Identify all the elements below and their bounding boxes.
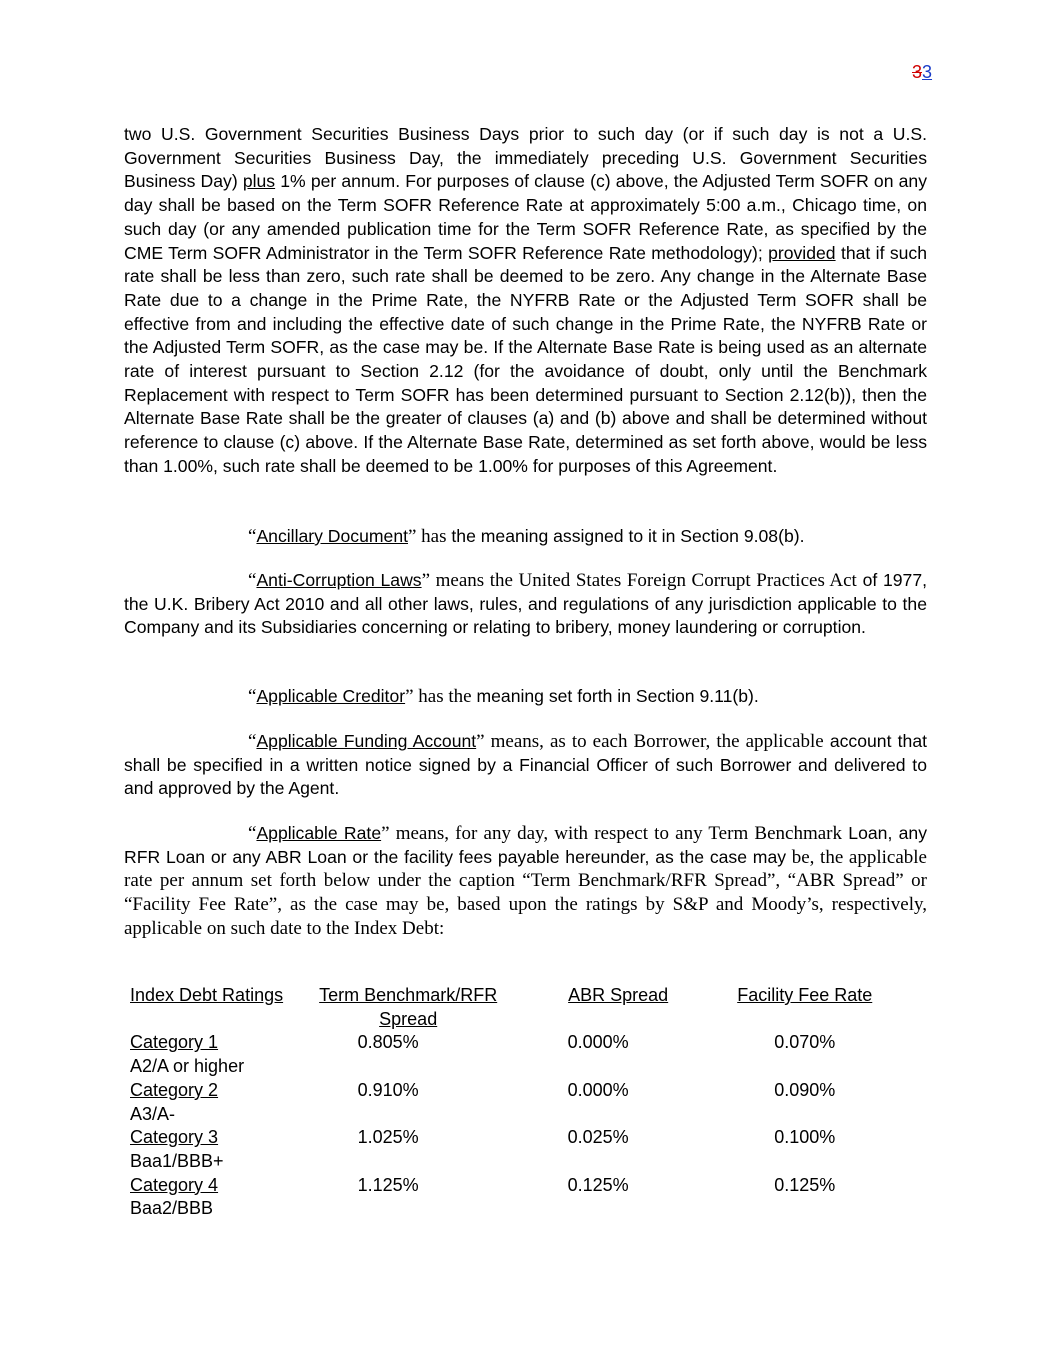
- category-cell: [130, 1126, 300, 1173]
- header-facility-fee-rate: Facility Fee Rate: [737, 985, 873, 1005]
- definition-applicable-rate: [124, 822, 927, 941]
- rating-label: Baa1/BBB+: [130, 1150, 224, 1171]
- open-quote: “: [248, 731, 257, 752]
- table-row: [130, 1031, 890, 1078]
- table-header-row: [130, 984, 890, 1031]
- term-cell: 0.805%: [357, 1032, 419, 1053]
- page-number-deleted: 3: [912, 62, 923, 82]
- fee-cell: 0.125%: [774, 1174, 836, 1195]
- term-cell: 1.025%: [357, 1127, 419, 1148]
- close-quote: ” has the: [405, 686, 472, 707]
- close-quote: ” means the United States Foreign Corrupt Practices Act: [421, 570, 857, 591]
- open-quote: “: [248, 570, 257, 591]
- definition-text: meaning set forth in Section 9.11(b).: [471, 686, 759, 706]
- abr-cell: 0.000%: [567, 1079, 629, 1100]
- abr-cell: 0.025%: [567, 1127, 629, 1148]
- page-number-inserted: 3: [922, 62, 933, 82]
- definition-text: account that shall be specified in a written notice signed by a Financial Officer of such Borrower and delivered to and approved by the Agent.: [124, 731, 927, 799]
- term-applicable-creditor: Applicable Creditor: [256, 686, 406, 706]
- definition-anti-corruption-laws: [124, 569, 927, 640]
- table-row: [130, 1126, 890, 1173]
- definition-applicable-funding-account: [124, 730, 927, 801]
- table-row: [130, 1174, 890, 1221]
- term-cell: 0.910%: [357, 1079, 419, 1100]
- category-label: Category 4: [130, 1174, 219, 1195]
- fee-cell: 0.090%: [774, 1079, 836, 1100]
- abr-cell: 0.125%: [567, 1174, 629, 1195]
- term-applicable-rate: Applicable Rate: [256, 823, 382, 843]
- term-anti-corruption-laws: Anti-Corruption Laws: [256, 570, 422, 590]
- definition-text-serif: be, the applicable rate per annum set forth below under the caption “Term Benchmark/RFR Spread”, “ABR Spread” or “Facility Fee Rate”, as the case may be, based upon the ratings by S&P and Moody’s, respectively, applicable on such date to the Index Debt:: [124, 846, 927, 939]
- definition-ancillary-document: [124, 525, 927, 549]
- rating-label: A3/A-: [130, 1103, 176, 1124]
- provided-term: provided: [768, 242, 836, 263]
- term-applicable-funding-account: Applicable Funding Account: [256, 731, 477, 751]
- rating-label: Baa2/BBB: [130, 1198, 214, 1219]
- abr-cell: 0.000%: [567, 1032, 629, 1053]
- category-cell: [130, 1079, 300, 1126]
- category-label: Category 3: [130, 1127, 219, 1148]
- open-quote: “: [248, 526, 257, 547]
- close-quote: ” has: [408, 526, 447, 547]
- open-quote: “: [248, 686, 257, 707]
- applicable-rate-table: [130, 984, 890, 1221]
- definition-applicable-creditor: [124, 685, 927, 709]
- term-ancillary-document: Ancillary Document: [256, 526, 408, 546]
- open-quote: “: [248, 823, 257, 844]
- definition-text: of 1977, the U.K. Bribery Act 2010 and all other laws, rules, and regulations of any jurisdiction applicable to the Company and its Subsidiaries concerning or relating to bribery, money laundering or corruption.: [124, 570, 928, 638]
- plus-term: plus: [242, 171, 276, 192]
- page-number: [912, 62, 932, 83]
- category-cell: [130, 1031, 300, 1078]
- rating-label: A2/A or higher: [130, 1056, 245, 1077]
- para1-text-2: 1% per annum. For purposes of clause (c) above, the Adjusted Term SOFR on any day shall be based on the Term SOFR Reference Rate at approximately 5:00 a.m., Chicago time, on such day (or any amended publication time for the Term SOFR Reference Rate, as specified by the CME Term SOFR Administrator in the Term SOFR Reference Rate methodology);: [124, 171, 927, 263]
- header-term-benchmark: Term Benchmark/RFR Spread: [319, 985, 498, 1029]
- para1-text-1: two U.S. Government Securities Business Days prior to such day (or if such day is not a U.S. Government Securities Business Day, the immediately preceding U.S. Government Securities Business Day): [124, 124, 927, 192]
- close-quote: ” means, as to each Borrower, the applicable: [476, 731, 824, 752]
- term-cell: 1.125%: [357, 1174, 419, 1195]
- header-abr-spread: ABR Spread: [568, 985, 669, 1005]
- header-index-debt-ratings: Index Debt Ratings: [130, 985, 284, 1005]
- definition-text: the meaning assigned to it in Section 9.08(b).: [446, 526, 805, 546]
- para1-text-3: that if such rate shall be less than zero, such rate shall be deemed to be zero. Any change in the Alternate Base Rate due to a change in the Prime Rate, the NYFRB Rate or the Adjusted Term SOFR shall be effective from and including the effective date of such change in the Prime Rate, the NYFRB Rate or the Adjusted Term SOFR, as the case may be. If the Alternate Base Rate is being used as an alternate rate of interest pursuant to Section 2.12 (for the avoidance of doubt, only until the Benchmark Replacement with respect to Term SOFR has been determined pursuant to Section 2.12(b)), then the Alternate Base Rate shall be the greater of clauses (a) and (b) above and shall be determined without reference to clause (c) above. If the Alternate Base Rate, determined as set forth above, would be less than 1.00%, such rate shall be deemed to be 1.00% for purposes of this Agreement.: [124, 242, 927, 476]
- definition-text: Loan, any RFR Loan or any ABR Loan or the facility fees payable hereunder, as the case may: [124, 823, 928, 867]
- fee-cell: 0.070%: [774, 1032, 836, 1053]
- category-label: Category 2: [130, 1079, 219, 1100]
- alternate-base-rate-paragraph: [124, 123, 927, 479]
- category-label: Category 1: [130, 1032, 219, 1053]
- table-row: [130, 1079, 890, 1126]
- close-quote: ” means, for any day, with respect to any Term Benchmark: [381, 823, 842, 844]
- category-cell: [130, 1174, 300, 1221]
- fee-cell: 0.100%: [774, 1127, 836, 1148]
